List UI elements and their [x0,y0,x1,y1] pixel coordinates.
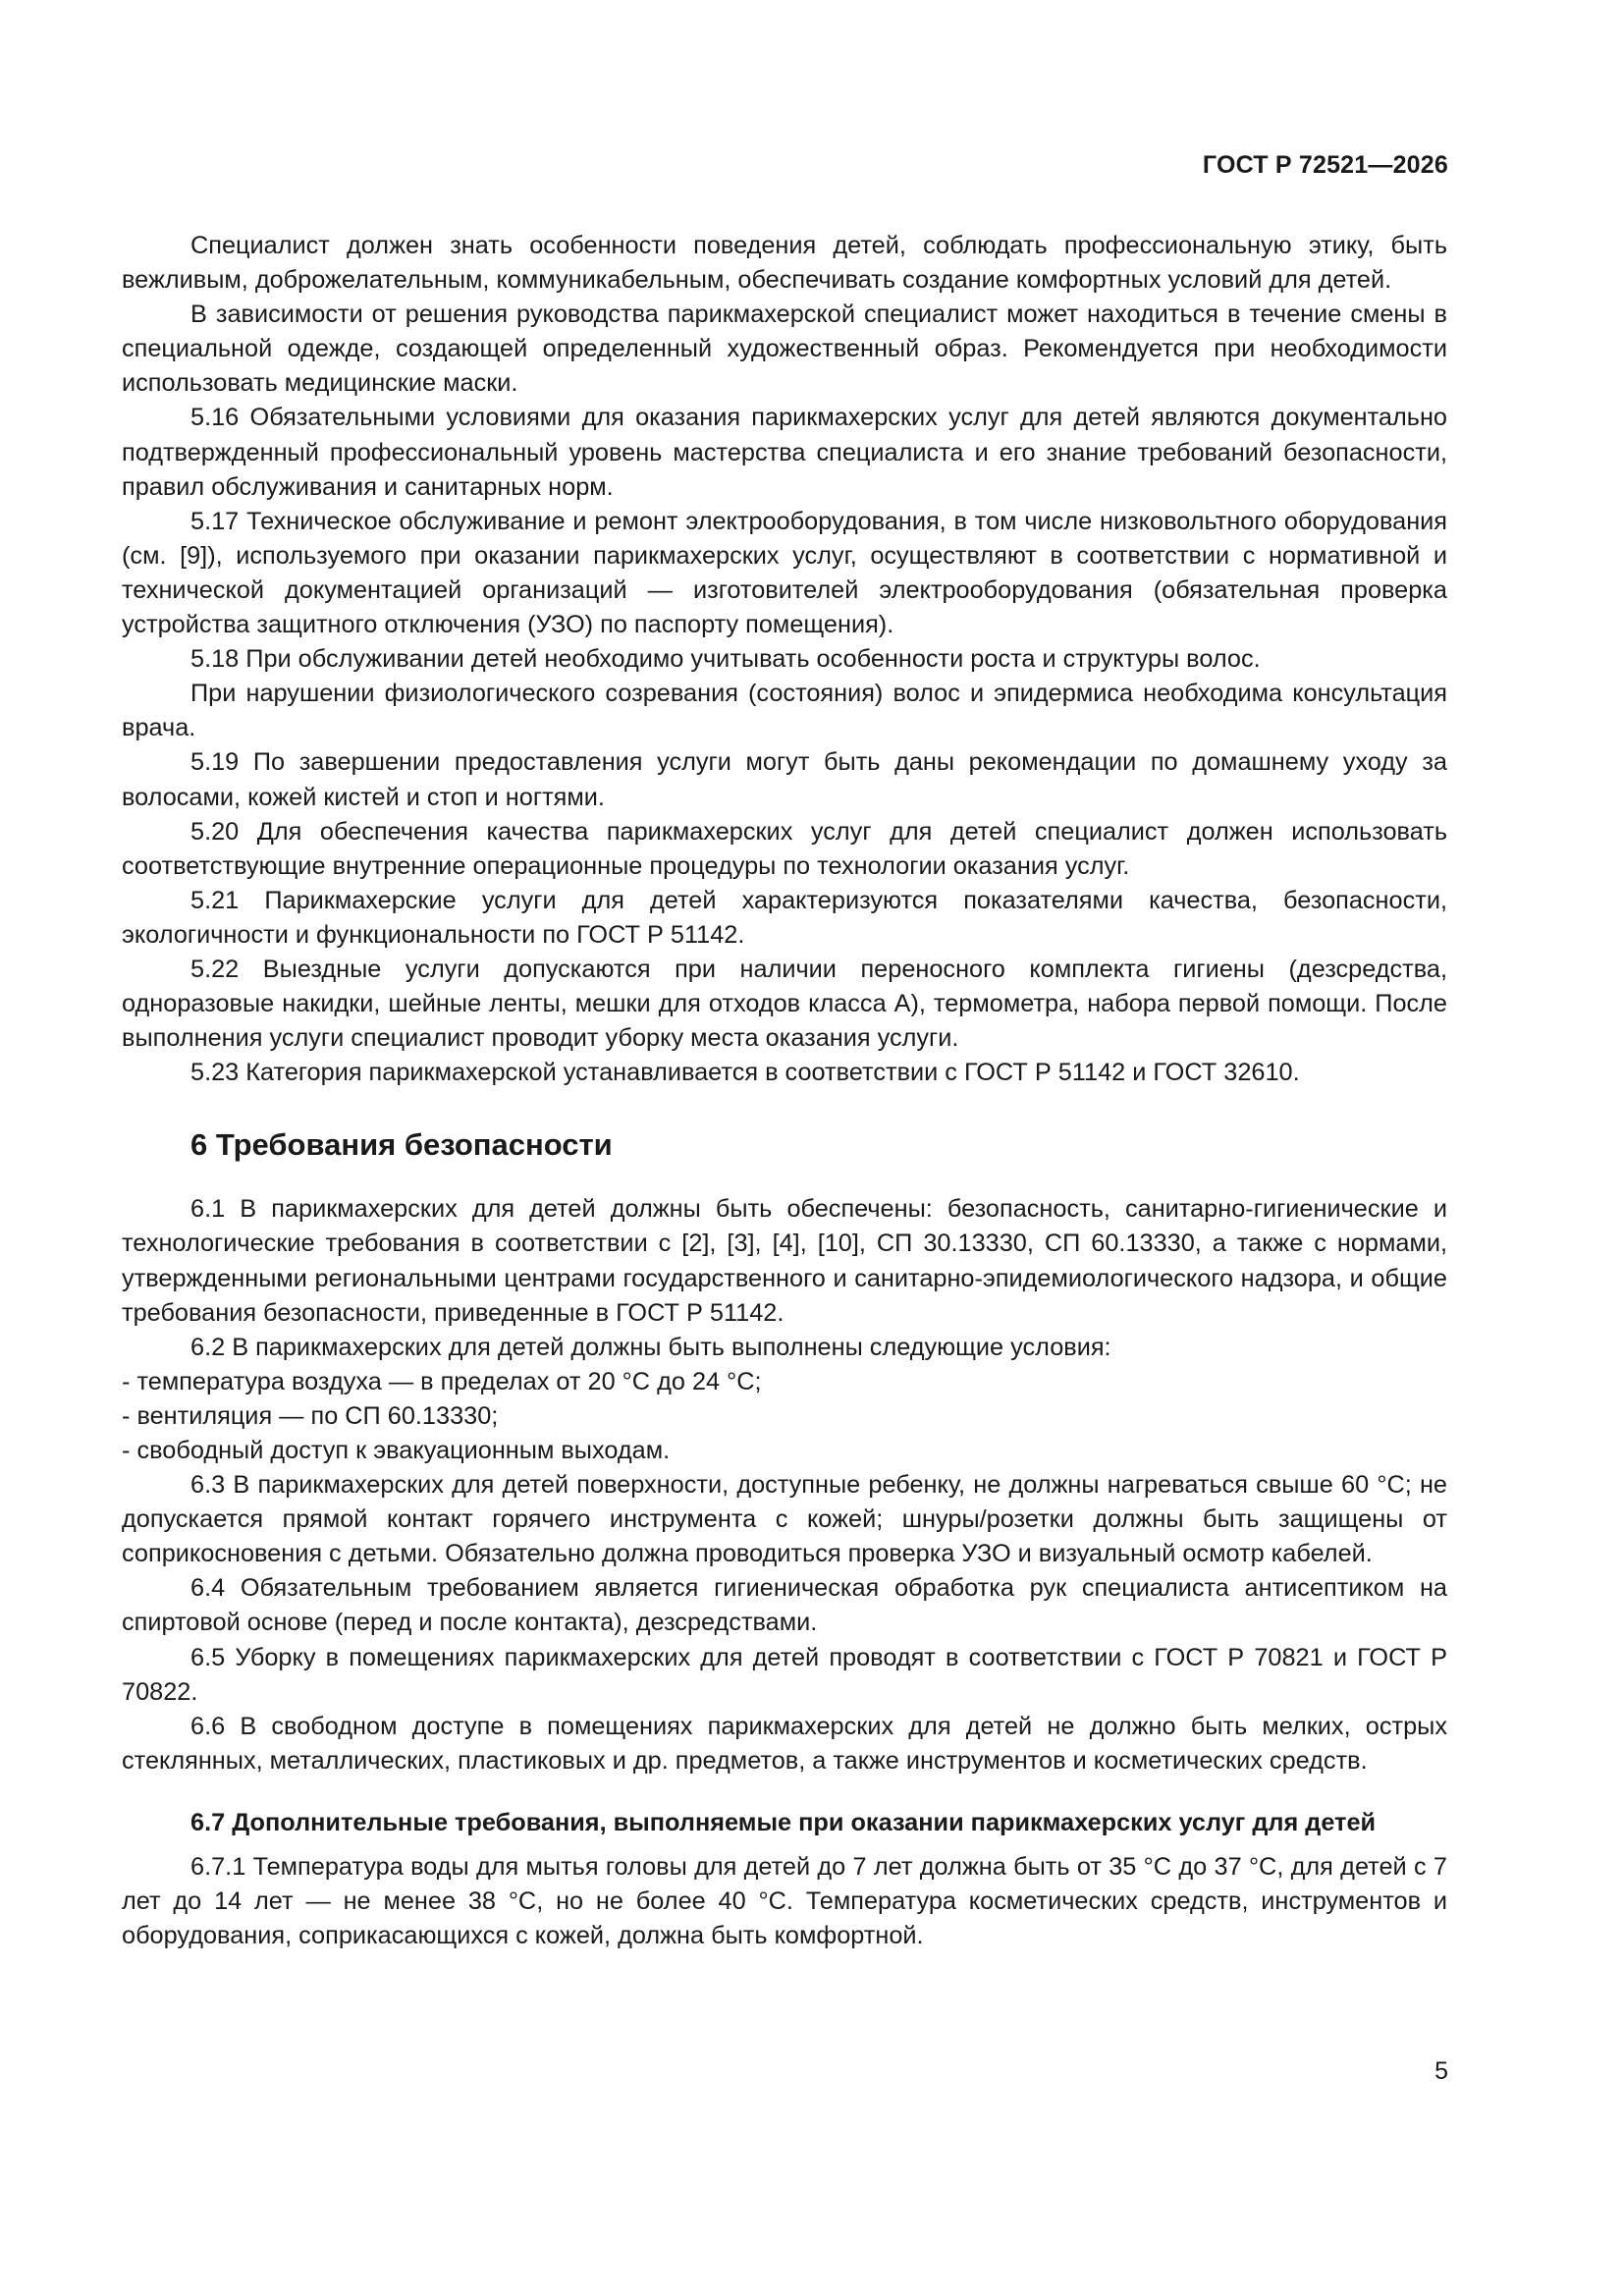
paragraph-6-3: 6.3 В парикмахерских для детей поверхности, доступные ребенку, не должны нагреваться свыше 60 °С; не допускается прямой контакт горячего инструмента с кожей; шнуры/розетки должны быть защищены от соприкосновения с детьми. Обязательно должна проводиться проверка УЗО и визуальный осмотр кабелей. [122,1471,1447,1568]
page-number: 5 [1434,2057,1448,2085]
paragraph-6-1: 6.1 В парикмахерских для детей должны быть обеспечены: безопасность, санитарно-гигиенические и технологические требования в соответствии с [2], [3], [4], [10], СП 30.13330, СП 60.13330, а также с нормами, утвержденными региональными центрами государственного и санитарно-эпидемиологического надзора, и общие требования безопасности, приведенные в ГОСТ Р 51142. [122,1195,1447,1327]
list-item: - свободный доступ к эвакуационным выходам. [122,1437,671,1464]
paragraph-5-22: 5.22 Выездные услуги допускаются при наличии переносного комплекта гигиены (дезсредства, одноразовые накидки, шейные ленты, мешки для отходов класса А), термометра, набора первой помощи. После выполнения услуги специалист проводит уборку места оказания услуги. [122,955,1447,1053]
paragraph: Специалист должен знать особенности поведения детей, соблюдать профессиональную этику, быть вежливым, доброжелательным, коммуникабельным, обеспечивать создание комфортных условий для детей. [122,232,1447,295]
section-6-title: 6 Требования безопасности [190,1127,613,1163]
paragraph-5-19: 5.19 По завершении предоставления услуги могут быть даны рекомендации по домашнему уходу за волосами, кожей кистей и стоп и ногтями. [122,748,1447,811]
paragraph-6-7-1: 6.7.1 Температура воды для мытья головы для детей до 7 лет должна быть от 35 °С до 37 °С, для детей с 7 лет до 14 лет — не менее 38 °С, но не более 40 °С. Температура косметических средств, инструментов и оборудования, соприкасающихся с кожей, должна быть комфортной. [122,1853,1447,1950]
paragraph-5-17: 5.17 Техническое обслуживание и ремонт электрооборудования, в том числе низковольтного оборудования (см. [9]), используемого при оказании парикмахерских услуг, осуществляют в соответствии с нормативной и технической документацией организаций — изготовителей электрооборудования (обязательная проверка устройства защитного отключения (УЗО) по паспорту помещения). [122,507,1447,639]
paragraph-6-5: 6.5 Уборку в помещениях парикмахерских для детей проводят в соответствии с ГОСТ Р 70821 и ГОСТ Р 70822. [122,1643,1447,1706]
paragraph-5-21: 5.21 Парикмахерские услуги для детей характеризуются показателями качества, безопасности, экологичности и функциональности по ГОСТ Р 51142. [122,886,1447,949]
paragraph-6-2: 6.2 В парикмахерских для детей должны быть выполнены следующие условия: [190,1333,1111,1361]
paragraph-6-6: 6.6 В свободном доступе в помещениях парикмахерских для детей не должно быть мелких, острых стеклянных, металлических, пластиковых и др. предметов, а также инструментов и косметических средств. [122,1712,1447,1775]
subsection-6-7-title: 6.7 Дополнительные требования, выполняемые при оказании парикмахерских услуг для детей [190,1808,1377,1836]
list-item: - вентиляция — по СП 60.13330; [122,1401,499,1430]
document-header-id: ГОСТ Р 72521—2026 [1202,151,1448,179]
paragraph-5-23: 5.23 Категория парикмахерской устанавливается в соответствии с ГОСТ Р 51142 и ГОСТ 32610. [190,1059,1300,1087]
paragraph-5-18: 5.18 При обслуживании детей необходимо учитывать особенности роста и структуры волос. [190,645,1261,674]
document-body [122,229,1447,1953]
paragraph: При нарушении физиологического созревания (состояния) волос и эпидермиса необходима консультация врача. [122,680,1447,742]
paragraph-5-20: 5.20 Для обеспечения качества парикмахерских услуг для детей специалист должен использовать соответствующие внутренние операционные процедуры по технологии оказания услуг. [122,817,1447,880]
paragraph-6-4: 6.4 Обязательным требованием является гигиеническая обработка рук специалиста антисептиком на спиртовой основе (перед и после контакта), дезсредствами. [122,1574,1447,1637]
paragraph-5-16: 5.16 Обязательными условиями для оказания парикмахерских услуг для детей являются документально подтвержденный профессиональный уровень мастерства специалиста и его знание требований безопасности, правил обслуживания и санитарных норм. [122,404,1447,501]
list-item: - температура воздуха — в пределах от 20 °С до 24 °С; [122,1367,762,1395]
paragraph: В зависимости от решения руководства парикмахерской специалист может находиться в течение смены в специальной одежде, создающей определенный художественный образ. Рекомендуется при необходимости использовать медицинские маски. [122,301,1447,398]
